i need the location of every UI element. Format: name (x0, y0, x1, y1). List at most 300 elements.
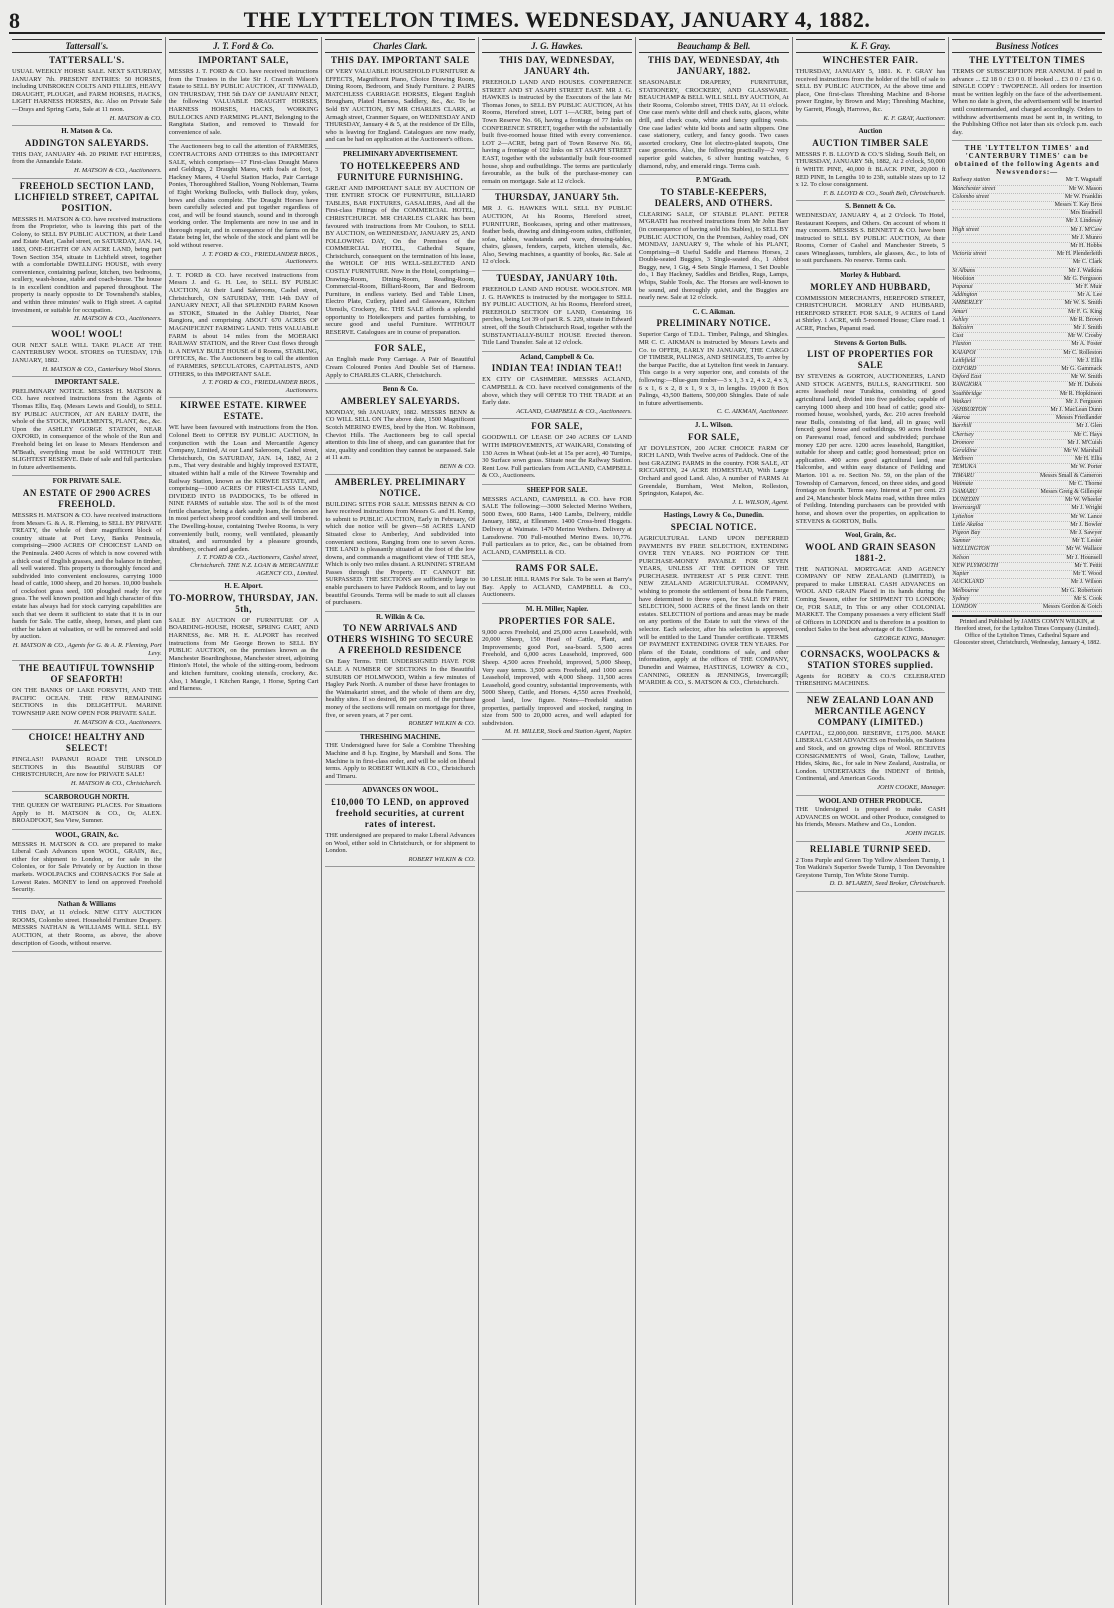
agent-name: Mr W. Wheeler (1064, 497, 1103, 504)
advertisement-body: BUILDING SITES FOR SALE. MESSRS BENN & CO have received instructions from Messrs G. and H. Kemp, to submit to PUBLIC AUCTION, Early in February, Of which due notice will be given—58 ACRES LAND Situated close to Amberley, And subdivided into convenient sections, Ranging from one to seven Acres. THE LAND is pleasantly situated at the foot of the low downs, and commands a magnificent view of THE SEA, Which is only two miles distant. A RUNNING STREAM Passes through the Property. IT CANNOT BE SURPASSED. THE SECTIONS are sufficiently large to enable purchasers to have Paddock Room, and to lay out beautiful Grounds. Terms will be made to suit all classes of purchasers. (325, 500, 476, 607)
advertisement-headline: THIS DAY, WEDNESDAY, JANUARY 4th. (499, 55, 615, 76)
agent-name: Mr H. Dubois (1068, 382, 1103, 389)
agent-name: Mr J. Ferguson (1065, 398, 1103, 405)
agent-row (952, 563, 1102, 571)
advertisement (796, 532, 946, 647)
agent-name: Mr A. Foster (1071, 341, 1103, 348)
agent-name: Mr T. Wood (1073, 571, 1103, 578)
agent-name: Mr R. Hopkinson (1059, 390, 1103, 397)
advertisement-body: AGRICULTURAL LAND UPON DEFERRED PAYMENTS BY FREE SELECTION, EXTENDING OVER TEN YEARS. NO PORTION OF THE PURCHASE-MONEY PAYABLE FOR SEVEN YEARS, UNLESS AT THE OPTION OF THE PURCHASER. INTEREST AT 5 PER CENT. THE NEW ZEALAND AGRICULTURAL COMPANY, wishing to promote the settlement of bona fide Farmers, have determined to throw open, for SALE BY FREE SELECTION, 5000 ACRES of the finest lands on their estates. SELECTION of portions and areas may be made on any portions of the Estate to suit the views of the selector. Each selector, after his selection is approved, will be entitled to the Land Transfer certificate. TERMS OF PAYMENT EXTENDING OVER TEN YEARS. For plans of the Estate, conditions of sale, and other information, apply at the offices of THE COMPANY, Dunedin and Waimea, HASTINGS, LOWRY & CO., CANNING, OREEN & JENNINGS, Invercargill; M'ARDIE & CO., S. MATSON & CO., Christchurch. (638, 534, 789, 687)
agent-name: Mr W. Smith (1070, 374, 1103, 381)
advertisement-signature: H. MATSON & CO., Auctioneers. (73, 315, 162, 323)
agent-name: Mr T. Lester (1072, 538, 1103, 545)
advertisement (12, 55, 162, 126)
advertisement-headline: SPECIAL NOTICE. (670, 521, 757, 532)
advertisement-body: WEDNESDAY, JANUARY 4, at 2 O'clock. To Hotel, Restaurant Keepers, and Others. On account of whom it may concern. MESSRS S. BENNETT & CO. have been instructed to SELL BY PUBLIC AUCTION, At their Rooms, Corner of Cashel and Manchester Streets, 5 cases Wineglasses, tumblers, ale glasses, &c., to lots of to suit purchasers. No reserve. Terms cash. (795, 211, 946, 265)
agent-row (952, 218, 1102, 226)
agent-row (952, 489, 1102, 497)
agent-place: Oxford East (952, 374, 982, 381)
advertisement-body: THE QUEEN OF WATERING PLACES. For Situations Apply to H. MATSON & CO., Or, ALEX. BROADFOOT, Sea View, Sumner. (12, 802, 162, 825)
advertisement (325, 55, 475, 149)
advertiser-heading: SCARBOROUGH NORTH. (44, 792, 130, 801)
agent-name: Mr J. Munro (1071, 234, 1103, 241)
page-number: 8 (9, 8, 20, 33)
column-heading: J. T. Ford & Co. (169, 39, 319, 53)
advertiser-heading: Auction (858, 127, 883, 136)
advertisement-body: THE Undersigned is prepared to make CASH ADVANCES on WOOL and other Produce, consigned to his friends, Messrs. Mathew and Co., London. (795, 806, 946, 829)
advertisement-signature: JOHN INGLIS. (905, 829, 946, 837)
advertisement (12, 329, 162, 377)
advertisement-body: CAPITAL, £2,000,000. RESERVE, £175,000. MAKE LIBERAL CASH ADVANCES on Freeholds, on Stations and Stock, and on growing clips of Wool. RECEIVES CONSIGNMENTS of Wool, Grain, Tallow, Leather, Hides, Skins, &c., for sale in New Zealand, Australia, or London. UNDERTAKES the INDENT of British, Continental, and American Goods. (795, 729, 946, 783)
advertisement-body: BY STEVENS & GORTON, AUCTIONEERS, LAND AND STOCK AGENTS, BULLS, RANGITIKEI. 500 acres leasehold near Turakina, consisting of good agricultural land, divided into five paddocks; capable of carrying 1000 sheep and 100 head of cattle; good six-roomed house, woolshed, yards, &c. 210 acres freehold near Bulls, consisting of flat land, all in grass; well fenced; good house and outbuildings. 90 acres freehold on Parewanui road, fenced and subdivided; purchase money £20 per acre. 1200 acres leasehold, Rangitikei, suitable for sheep and cattle; good homestead; price on application. 400 acres good agricultural land, near Halcombe, and within easy distance of Feilding and Marton. 101 a. re. Section No. 59, on the plan of the Township of Carnarvon, fenced, on three sides, and good frontage on fourth. Terms easy. Interest at 7 per cent. 23 and 24, Manchester block Mains road, within three miles of Feilding. Intending purchasers can be provided with horse, and shown over the properties, on application to STEVENS & GORTON, Bulls. (795, 373, 946, 525)
advertisement-body: THIS DAY, JANUARY 4th. 20 PRIME FAT HEIFERS, from the Annandale Estate. (12, 150, 162, 166)
advertisement-body: Superior Cargo of T.D.L. Timber, Palings, and Shingles. MR C. C. AIKMAN is instructed by Messrs Lewis and Co. to OFFER, EARLY IN JANUARY, THE CARGO OF TIMBER, PALINGS, AND SHINGLES, To arrive by the barque Pacific, due at Lyttelton first week in January. This cargo is a very superior one, and consists of the following:—Blue-gum timber—3 x 1, 3 x 2, 4 x 2, 4 x 3, 6 x 1, 6 x 2, 8 x 1, 9 x 3, in lengths. 19,000 ft Box Palings, 43,500 Battens, 500,000 Shingles. Date of sale in future advertisements. (638, 331, 789, 407)
agent-row (952, 391, 1102, 399)
advertiser-heading: WOOL, GRAIN, &c. (55, 830, 119, 839)
agent-place: Waimate (952, 480, 974, 487)
advertisement-headline: FOR SALE, (687, 431, 740, 442)
agent-place: High street (952, 226, 979, 233)
column-heading: Charles Clark. (325, 39, 475, 53)
advertisement-signature: F. B. LLOYD & CO., South Belt, Christchurch. (823, 189, 946, 197)
advertiser-heading: THRESHING MACHINE. (360, 732, 441, 741)
advertisement-body: TERMS OF SUBSCRIPTION PER ANNUM. If paid in advance ... £2 18 0 / £3 0 0. If booked ... £3 0 0 / £3 6 0. SINGLE COPY : TWOPENCE. All orders for insertion must be written legibly on the face of the advertisement. When no date is given, the advertisement will be inserted until countermanded, and charged accordingly. Orders to withdraw advertisements must be sent in, in writing, to the Publishing Office not later than six o'clock p.m. each day. (952, 68, 1103, 136)
advertisement (325, 151, 475, 341)
advertisement-headline: MORLEY AND HUBBARD, (810, 281, 931, 292)
agent-name: Mr C. Hays (1073, 431, 1103, 438)
agent-row (952, 243, 1102, 251)
agent-name: Mr C. Clark (1072, 259, 1103, 266)
advertisement-headline: THIS DAY, WEDNESDAY, 4th JANUARY, 1882. (647, 55, 780, 76)
newspaper-title: THE LYTTELTON TIMES. WEDNESDAY, JANUARY 4, 1882. (243, 7, 871, 32)
agent-place: Invercargill (952, 505, 981, 512)
advertisement-headline: ADDINGTON SALEYARDS. (24, 137, 149, 148)
advertisement (639, 512, 789, 691)
agent-row (952, 423, 1102, 431)
advertiser-heading: J. L. Wilson. (694, 420, 733, 429)
column-heading: Tattersall's. (12, 39, 162, 53)
agent-place: Leithfield (952, 357, 976, 364)
advertisement (325, 343, 475, 384)
advertiser-heading: SHEEP FOR SALE. (526, 485, 588, 494)
agent-place: Little Akaloa (952, 521, 984, 528)
advertisement (325, 386, 475, 474)
advertisement-body: AT DOYLESTON, 200 ACRE CHOICE FARM OF RICH LAND, With Twelve acres of Paddock. One of the best GRAZING FARMS in the country. FOR SALE, AT RICCARTON, 24 ACRE HOMESTEAD, With Large Orchard and good Land. Also, A number of FARMS At Greendale, Burnham, West Melton, Rolleston, Springston, Kaiapoi, &c. (638, 444, 789, 498)
advertisement-signature: J. L. WILSON, Agent. (732, 498, 789, 506)
agent-row (952, 358, 1102, 366)
advertisement (796, 272, 946, 338)
advertisement-headline: TO HOTELKEEPERS AND FURNITURE FURNISHING. (337, 160, 464, 182)
agent-place: Papanui (952, 283, 973, 290)
agent-row (952, 514, 1102, 522)
advertisement (482, 606, 632, 740)
advertisement-headline: WOOL AND GRAIN SEASON 1881-2. (805, 541, 936, 563)
agent-place: LONDON (952, 603, 977, 610)
agent-row (952, 530, 1102, 538)
agent-row (952, 300, 1102, 308)
agent-row (952, 177, 1102, 185)
advertisement-signature: J. T. FORD & CO., FRIEDLANDER BROS., Auctioneers. (202, 379, 319, 394)
agent-name: Mr W. Lance (1070, 513, 1103, 520)
advertisement (639, 55, 789, 175)
advertisement-headline: TATTERSALL'S. (49, 55, 125, 65)
advertisement-body: FINGLAS!! PAPANUI ROAD! THE UNSOLD SECTIONS in this Beautiful SUBURB OF CHRISTCHURCH, Are now for PRIVATE SALE! (12, 756, 162, 779)
advertiser-heading: S. Bennett & Co. (845, 202, 896, 211)
agent-row (952, 448, 1102, 456)
agent-name: Mr A. Lee (1077, 292, 1103, 299)
agent-name: Mr C. Rolleston (1063, 349, 1103, 356)
agent-name: Mrs Bradnell (1070, 210, 1103, 217)
advertisement-body: CLEARING SALE, OF STABLE PLANT. PETER M'GRATH has received instructions from Mr John Barr (in consequence of having sold his Stables), to SELL BY PUBLIC AUCTION, On the Premises, Ashley road, ON MONDAY, JANUARY 9, The whole of his PLANT, Comprising—8 Useful Saddle and Harness Horses, 2 Double-seated Buggies, 3 Single-seated do., 1 Abbot Buggy, new, 1 Gig, 4 Sets Single Harness, 1 Set Double do., 1 Bay Hackney, Saddles and Bridles, Rugs, Lamps, Whips, Stable Tools, &c. The Horses are well-known to be sound, and thoroughly quiet, and the Buggies are nearly new. Sale at 12 o'clock. (638, 210, 789, 302)
advertisement-body: THIS DAY, at 11 o'clock. NEW CITY AUCTION ROOMS, Colombo street. Household Furniture Drapery. MESSRS NATHAN & WILLIAMS WILL SELL BY AUCTION, at their Rooms, as above, the above description of Goods, without reserve. (12, 909, 162, 947)
agent-row (952, 186, 1102, 194)
advertisement (325, 734, 475, 786)
advertiser-heading: PRELIMINARY ADVERTISEMENT. (342, 149, 458, 158)
agent-row (952, 210, 1102, 218)
advertisement-headline: IMPORTANT SALE, (198, 55, 289, 65)
agent-place: Melbourne (952, 587, 979, 594)
agent-place: TIMARU (952, 472, 975, 479)
advertisement-signature: ACLAND, CAMPBELL & CO., Auctioneers. (516, 407, 632, 415)
agent-name: Mr W. Franklin (1064, 193, 1103, 200)
agents-heading: THE 'LYTTELTON TIMES' and 'CANTERBURY TIMES' can be obtained of the following Agents and Newsvendors:— (954, 144, 1100, 177)
agent-place: Napier (952, 571, 969, 578)
advertisement (325, 477, 475, 612)
agent-name: Messrs Greig & Gillespie (1040, 489, 1103, 496)
advertisement-body: GOODWILL OF LEASE OF 240 ACRES OF LAND WITH IMPROVEMENTS, AT WAIKARI, Consisting of 130 Acres in Wheat (sub-let at 15s per acre), 40 Turnips, 30 Surface sown grass. Situate near the Railway Station. Rent Low. Full particulars from ACLAND, CAMPBELL & CO., Auctioneers. (482, 434, 632, 480)
agent-row (952, 292, 1102, 300)
agent-name: Mr W. Wallace (1066, 546, 1103, 553)
advertiser-heading: Morley & Hubbard. (840, 271, 901, 280)
advertisement (796, 649, 946, 693)
advertisement-signature: ROBERT WILKIN & CO. (408, 720, 476, 728)
advertisement-signature: H. MATSON & CO., Canterbury Wool Stores. (42, 365, 162, 373)
advertiser-heading: IMPORTANT SALE. (54, 378, 120, 387)
column-3 (322, 37, 479, 1605)
advertisement-body: OF VERY VALUABLE HOUSEHOLD FURNITURE & EFFECTS, Magnificent Piano, Choice Drawing Room, Dining Room, Bedroom, and Study Furniture. 2 PAIRS MATCHLESS CARRIAGE HORSES, Elegant English Brougham, Plated Harness, Saddlery, &c., &c. To be Sold BY AUCTION, BY MR CHARLES CLARK, at Armagh street, Cranmer Square, on WEDNESDAY AND THURSDAY, January 4 & 5, at the residence of Dr Ellis, who is leaving for England. Catalogues are now ready, and can be had on application at the Auctioneer's offices. (325, 68, 476, 144)
agent-name: Mr W. Mason (1068, 185, 1103, 192)
agent-row (952, 202, 1102, 210)
advertisement-headline: RAMS FOR SALE. (515, 563, 599, 574)
agent-place: Dromore (952, 439, 974, 446)
advertisement-body: THE undersigned are prepared to make Liberal Advances on Wool, either sold in Christchurch, or for shipment to London. (325, 831, 476, 855)
advertisement (796, 128, 946, 201)
advertisement-body: SEASONABLE DRAPERY, FURNITURE, STATIONERY, CROCKERY, AND GLASSWARE. BEAUCHAMP & BELL WILL SELL BY AUCTION, At their Rooms, Colombo street, THIS DAY, At 11 o'clock. One case men's white drill and check suits, glaces, white drill, and check coats, white and fancy quilting vests. One case ladies' white kid boots and satin slippers. One case stationery, cutlery, and fancy goods. Two cases assorted crockery, One lot electro-plated teapots, One case groceries. Also, the following practically—2 very superior gold watches, 6 silver hunting watches, 6 diamond, ruby, and emerald rings. Terms cash. (638, 79, 789, 170)
agent-name: Mr J. Wilson (1070, 579, 1103, 586)
advertisement (12, 732, 162, 791)
advertisement-headline: TO NEW ARRIVALS AND OTHERS WISHING TO SECURE A FREEHOLD RESIDENCE (326, 623, 474, 656)
advertisement (482, 192, 632, 271)
agent-name: Messrs T. Kay Bros (1054, 201, 1103, 208)
advertisement (12, 478, 162, 661)
advertisement-headline: FOR SALE, (374, 343, 427, 354)
advertisement-headline: WINCHESTER FAIR. (822, 55, 919, 65)
agent-row (952, 399, 1102, 407)
advertisement-body: 30 LESLIE HILL RAMS For Sale. To be seen at Barry's Bay. Apply to ACLAND, CAMPBELL & CO., Auctioneers. (482, 576, 632, 599)
advertisement-headline: INDIAN TEA! INDIAN TEA!! (491, 363, 623, 374)
agent-place: Woolston (952, 275, 975, 282)
column-heading: Beauchamp & Bell. (639, 39, 789, 53)
advertisement (796, 340, 946, 530)
agent-place: AMBERLEY (952, 300, 983, 307)
agent-row (952, 481, 1102, 489)
agent-row (952, 415, 1102, 423)
advertisement-body: SALE BY AUCTION OF FURNITURE OF A BOARDING-HOUSE, HORSE, SPRING CART, AND HARNESS, &c. MR H. E. ALPORT has received instructions from Mr George Brown to SELL BY PUBLIC AUCTION, on the premises known as the Manchester Boardinghouse, Manchester street, adjoining Hinton's Hotel, the whole of the sitting-room, bedroom and kitchen furniture, cooking utensils, crockery, &c. Also, 1 Mangle, 1 Kitchen Range, 1 Horse, Spring Cart and Harness. (168, 616, 319, 693)
advertiser-heading: Wool, Grain, &c. (844, 531, 897, 540)
advertisement-body: MONDAY, 9th JANUARY, 1882. MESSRS BENN & CO WILL SELL ON The above date, 1500 Magnificent Scotch MERINO EWES, bred by the Hon. W. Robinson, Cheviot Hills. The Auctioneers beg to call special attention to this line of sheep, and can guarantee that for size, quality and condition they cannot be surpassed. Sale at 11 a.m. (325, 408, 476, 462)
advertiser-heading: C. C. Aikman. (692, 307, 736, 316)
agent-place: Sumner (952, 538, 971, 545)
advertisement (12, 128, 162, 178)
agent-row (952, 374, 1102, 382)
agent-row (952, 227, 1102, 235)
advertiser-heading: Hastings, Lowry & Co., Dunedin. (663, 511, 764, 520)
agent-place: St Albans (952, 267, 976, 274)
agent-name: Mr W. Marshall (1063, 448, 1103, 455)
agent-name: Mr J. M'Caw (1070, 226, 1103, 233)
agent-place: OAMARU (952, 489, 977, 496)
advertisement-headline: THIS DAY. IMPORTANT SALE (330, 55, 470, 65)
agent-place: Chertsey (952, 431, 974, 438)
advertisement-signature: H. MATSON & CO., Christchurch. (70, 779, 162, 787)
advertisement (12, 832, 162, 899)
advertisement-headline: KIRWEE ESTATE. KIRWEE ESTATE. (180, 400, 307, 422)
agent-row (952, 194, 1102, 202)
agent-row (952, 432, 1102, 440)
agent-place: WELLINGTON (952, 546, 990, 553)
advertisement-body: FREEHOLD LAND AND HOUSES. CONFERENCE STREET AND ST ASAPH STREET EAST. MR J. G. HAWKES is instructed by the Executors of the late Mr Thomas Jones, to SELL BY PUBLIC AUCTION, At his Rooms, Hereford street, LOT 1—ACRE, being part of Town Reserve No. 66, having a frontage of 77 links on CONFERENCE STREET, together with the substantially built five-roomed house fitted with every convenience. LOT 2—ACRE, being part of Town Reserve No. 66, having a frontage of 102 links on ST ASAPH STREET EAST, together with the substantially built four-roomed house, shop and outbuildings. The terms are particularly favourable, as the bulk of the purchase-money can remain on mortgage. Sale at 12 o'clock. (482, 79, 632, 185)
agents-list (952, 177, 1102, 612)
agent-row (952, 497, 1102, 505)
advertisement-signature: ROBERT WILKIN & CO. (408, 855, 476, 863)
advertisement (482, 487, 632, 561)
agent-place: Southbridge (952, 390, 982, 397)
advertisement (169, 583, 319, 698)
agent-row (952, 579, 1102, 587)
agent-row (952, 235, 1102, 243)
agent-name: Messrs Small & Cameron (1039, 472, 1103, 479)
agent-row (952, 259, 1102, 267)
advertisement-body: OUR NEXT SALE WILL TAKE PLACE AT THE CANTERBURY WOOL STORES on TUESDAY, 17th JANUARY, 1882. (12, 341, 162, 365)
advertisement-headline: TUESDAY, JANUARY 10th. (496, 273, 618, 284)
agent-row (952, 571, 1102, 579)
advertiser-heading: H. Matson & Co. (61, 127, 113, 136)
advertisement (169, 55, 319, 141)
advertisement-headline: THE LYTTELTON TIMES (969, 55, 1086, 65)
advertisement-body: THURSDAY, JANUARY 5, 1881. K. F. GRAY has received instructions from the holder of the bill of sale to SELL BY PUBLIC AUCTION, At the above time and place, One first-class Threshing Machine and 8-horse power Engine, by Brown and May; Threshing Machine, by Garrett, Plough, Harrows, &c. (795, 68, 946, 113)
advertisement (639, 309, 789, 420)
advertiser-heading: Acland, Campbell & Co. (520, 352, 594, 361)
advertisement-headline: AUCTION TIMBER SALE (812, 137, 929, 148)
publisher-imprint: Printed and Published by JAMES COMYN WILKIN, at Hereford street, for the Lyttelton Times Company (Limited). Office of the Lyttelton Times, Cathedral Square and Gloucester street, Christchurch, Wednesday, January 4, 1882. (952, 615, 1102, 647)
agent-place: AUCKLAND (952, 579, 984, 586)
advertisement-headline: THURSDAY, JANUARY 5th. (494, 192, 620, 203)
agent-place: TEMUKA (952, 464, 977, 471)
agent-place: Amuri (952, 308, 968, 315)
agent-row (952, 522, 1102, 530)
agent-place: Akaroa (952, 415, 970, 422)
agent-place: DUNEDIN (952, 497, 979, 504)
agent-name: Mr F. Muir (1075, 283, 1103, 290)
agent-place: Sydney (952, 595, 970, 602)
agent-row (952, 555, 1102, 563)
advertisement (12, 379, 162, 476)
agent-name: Messrs Gordon & Gotch (1042, 603, 1103, 610)
advertisement-body: Agents for ROBEY & CO.'S CELEBRATED THRESHING MACHINES. (795, 672, 946, 688)
agent-place: Colombo street (952, 193, 989, 200)
advertisement-signature: GEORGE KING, Manager. (874, 635, 946, 643)
advertisement-signature: M. H. MILLER, Stock and Station Agent, Napier. (504, 728, 632, 736)
advertisement-body: MR J. G. HAWKES WILL SELL BY PUBLIC AUCTION, At his Rooms, Hereford street, FURNITURE, Bookcases, spring and other mattresses, feather beds, drawing and dining-room suites, chiffonier, sofas, tables, washstands and ware, dressing-tables, chairs, glasses, fenders, carpets, kitchen utensils, &c. Also, Sewing machines, a quantity of books, &c. Sale at 12 o'clock. (482, 205, 632, 266)
advertisement-body: GREAT AND IMPORTANT SALE BY AUCTION OF THE ENTIRE STOCK OF FURNITURE, BILLIARD TABLES, BAR FIXTURES, GASALIERS, And all the First-class Fittings of the COMMERCIAL HOTEL, CHRISTCHURCH. MR CHARLES CLARK has been favoured with instructions from Mr Coulson, to SELL BY AUCTION, on WEDNESDAY, JANUARY 25, AND FOLLOWING DAY, On the Premises of the COMMERCIAL HOTEL, Cathedral Square, Christchurch, consequent on the termination of his lease, the WHOLE OF HIS WELL-SELECTED AND COSTLY FURNITURE. Now in the Hotel, comprising—Drawing-Room, Dining-Room, Reading-Room, Commercial-Room, Billiard-Room, Bar and Bedroom Furniture, in endless variety. Bed and Table Linen, Electro Plate, Cutlery, plated and Glassware, Kitchen Utensils, Crockery, &c. THE SALE affords a splendid opportunity to Hotelkeepers and parties furnishing, to secure good and useful Furniture. WITHOUT RESERVE. Catalogues are in course of preparation. (325, 184, 476, 336)
agent-name: Mr W. Crosby (1067, 333, 1103, 340)
advertisement-signature: H. MATSON & CO., Auctioneers. (73, 718, 162, 726)
column-heading: Business Notices (952, 39, 1102, 53)
advertisement-headline: FREEHOLD SECTION LAND, LICHFIELD STREET, CAPITAL POSITION. (14, 180, 160, 213)
advertiser-heading: H. E. Alport. (224, 582, 263, 591)
advertisement-body: MESSRS ACLAND, CAMPBELL & CO. have FOR SALE The following:—3000 Selected Merino Wethers, 5000 Ewes, 600 Rams, 1400 Lambs, Delivery, middle January, 1882, at Ellesmere. 1400 Cross-bred Hoggets. Delivery at Waimate. 1470 Merino Wethers. Delivery at Lansdowne. 700 Full-mouthed Merino Ewes. 10,776. Full particulars as to price, &c., can be obtained from ACLAND, CAMPBELL & CO. (482, 495, 632, 556)
advertisement-body: MESSRS H. MATSON & CO. have received instructions from the Proprietor, who is leaving this part of the Colony, to SELL BY PUBLIC AUCTION, at their Land and Estate Mart, Cashel street, on SATURDAY, JAN. 14, 1883, ONE-EIGHTH OF AN ACRE LAND, being part Town Section 354, situate in Lichfield street, together with a comfortable DWELLING HOUSE, with every convenience, containing parlour, kitchen, two bedrooms, scullery, wash-house, stable and coach-house. The house is in excellent condition and papered throughout. The property is nearly opposite to Dr Townshend's stables, and within three minutes' walk to High street. A capital investment, or suitable for occupation. (12, 215, 162, 314)
agent-name: Mr W. S. Smith (1064, 300, 1103, 307)
agent-name: Mr S. Cook (1073, 595, 1103, 602)
advertisement-headline: LIST OF PROPERTIES FOR SALE (807, 349, 934, 371)
agent-place: ASHBURTON (952, 407, 987, 414)
advertisement-body: J. T. FORD & CO. have received instructions from Messrs J. and G. H. Lee, to SELL BY PUBLIC AUCTION, At their Land Salerooms, Cashel street, Christchurch, ON SATURDAY, THE 14th DAY of JANUARY NEXT, All that SPLENDID FARM Known as STOKE, Situated in the Ashley District, Near Rangiora, and comprising ABOUT 670 ACRES OF MAGNIFICENT FARMING LAND. THIS VALUABLE FARM is about 14 miles from the MOERAKI RAILWAY STATION, and the River Cust flows through it. A NEWLY BUILT HOUSE of 8 Rooms, STABLING, OFFICES, &c. The Auctioneers beg to call the attention of FARMERS, SPECULATORS, CAPITALISTS, AND OTHERS, to this IMPORTANT SALE. (168, 271, 319, 378)
advertisement-headline: AMBERLEY. PRELIMINARY NOTICE. (334, 476, 466, 498)
agent-row (952, 251, 1102, 259)
agent-place: KAIAPOI (952, 349, 976, 356)
advertisement-signature: H. MATSON & CO., Agents for G. & A. R. Fleming, Port Levy. (12, 642, 162, 657)
agent-place: Methven (952, 456, 973, 463)
advertisement (12, 794, 162, 830)
agent-row (952, 407, 1102, 415)
advertisement (325, 614, 475, 732)
agent-name: Mr J. Glen (1076, 423, 1103, 430)
column-4 (479, 37, 636, 1605)
advertisement-headline: AMBERLEY SALEYARDS. (340, 395, 460, 406)
advertisement-signature: J. T. FORD & CO., Auctioneers, Cashel street, Christchurch. THE N.Z. LOAN & MERCANTILE AGENCY CO., Limited. (190, 554, 319, 577)
advertisement-body: MESSRS J. T. FORD & CO. have received instructions from the Trustees in the late Sir J. Cracroft Wilson's Estate to SELL BY PUBLIC AUCTION, AT TINWALD, ON THURSDAY, THE 5th DAY OF JANUARY NEXT, the following VALUABLE DRAUGHT HORSES, HARNESS HORSES, HACKS, WORKING BULLOCKS AND FARMING PLANT, Belonging to the Rangitata Station, and removed to Tinwald for convenience of sale. (168, 68, 319, 136)
advertisement (12, 901, 162, 953)
advertisement-headline: RELIABLE TURNIP SEED. (809, 843, 932, 854)
advertisement (639, 177, 789, 307)
advertisement (12, 181, 162, 327)
advertisement-body: An English made Pony Carriage. A Pair of Beautiful Cream Coloured Ponies And Double Set of Harness. Apply to CHARLES CLARK, Christchurch. (325, 356, 476, 379)
advertisement (169, 143, 319, 270)
agent-place: Lyttelton (952, 513, 974, 520)
agent-name: Mr R. Brown (1069, 316, 1103, 323)
agent-place: Pigeon Bay (952, 530, 981, 537)
agent-name: Mr J. Bowler (1070, 521, 1103, 528)
advertisement-headline: TO-MORROW, THURSDAY, JAN. 5th, (168, 592, 319, 614)
advertisement (482, 55, 632, 190)
agent-name: Mr J. Watkins (1068, 267, 1103, 274)
agent-row (952, 276, 1102, 284)
advertisement-body: THE Undersigned have for Sale a Combine Threshing Machine and 8 h.p. Engine, by Marshall and Sons. The Machine is in first-class order, and will be sold on liberal terms. Apply to ROBERT WILKIN & CO., Christchurch and Timaru. (325, 742, 476, 780)
agent-row (952, 456, 1102, 464)
agent-name: Mr F. G. King (1068, 308, 1103, 315)
advertisement-headline: £10,000 TO LEND, on approved freehold securities, at current rates of interest. (331, 796, 470, 829)
advertiser-heading: Benn & Co. (382, 385, 418, 394)
agent-place: Barrhill (952, 423, 972, 430)
agent-name: Mr J. Wright (1071, 505, 1103, 512)
advertiser-heading: WOOL AND OTHER PRODUCE. (818, 796, 923, 805)
advertiser-heading: Nathan & Williams (57, 899, 116, 908)
advertisement-body: The Auctioneers beg to call the attention of FARMERS, CONTRACTORS AND OTHERS to this IMPORTANT SALE, which comprises—17 First-class Draught Mares and Geldings, 2 Draught Mares, with foals at foot, 3 Hackney Mares, 4 Useful Station Hacks, Pair Carriage Ponies, Thoroughbred Stallion, Young Nobleman, Teams of Eight Working Bullocks, with Bullock dray, yokes, bows and chains complete. The Draught Horses have been carefully selected and put together regardless of cost, and will be found staunch, sound and in thorough working order. The Implements are now in use and in thorough repair, and in consequence of the farms on the Estate being let, the whole of the stock and plant will be sold without reserve. (168, 143, 319, 250)
agent-row (952, 538, 1102, 546)
agent-name: Mr G. Gammack (1061, 366, 1103, 373)
advertisement-signature: BENN & CO. (439, 462, 476, 470)
advertisement-headline: NEW ZEALAND LOAN AND MERCANTILE AGENCY COMPANY (LIMITED.) (806, 694, 934, 727)
advertiser-heading: P. M'Grath. (695, 176, 732, 185)
agent-name: Mr J. Hounsell (1066, 554, 1103, 561)
advertisement-signature: D. D. M'LAREN, Seed Broker, Christchurch. (829, 880, 946, 888)
advertisement (639, 422, 789, 510)
advertisement-body: WE have been favoured with instructions from the Hon. Colonel Brett to OFFER BY PUBLIC AUCTION, In conjunction with the Loan and Mercantile Agency Company, Limited, At our Land Saleroom, Cashel street, Christchurch, On SATURDAY, JAN. 14, 1882, At 2 p.m., That very desirable and highly improved ESTATE, situated within half a mile of the Kirwee Township and Railway Station, known as the KIRWEE ESTATE, and comprising—1000 ACRES OF FIRST-CLASS LAND, DIVIDED INTO 18 PADDOCKS, To be offered in NINE FARMS of suitable size. The soil is of the most fertile character, being a dark sandy loam, the fences are in most perfect sheep proof condition and well timbered. The Dwelling-house, containing Twelve Rooms, is very conveniently built, roomy, well ventilated, pleasantly situated, and surrounded by a pleasure grounds, shrubbery, orchard and garden. (168, 424, 319, 553)
agent-name: Mr H. Ellis (1074, 456, 1103, 463)
agent-name: Mr G. Robertson (1061, 587, 1103, 594)
agent-name: Messrs Friedlander (1055, 415, 1103, 422)
advertisement-body: ON THE BANKS OF LAKE FORSYTH, AND THE PACIFIC OCEAN. THE FEW REMAINING SECTIONS in this DELIGHTFUL MARINE TOWNSHIP ARE NOW OPEN FOR PRIVATE SALE. (12, 687, 162, 717)
advertisement-body: FREEHOLD LAND AND HOUSE. WOOLSTON. MR J. G. HAWKES is instructed by the mortgagee to SELL BY PUBLIC AUCTION, At his Rooms, Hereford street, FREEHOLD SECTION OF LAND, Containing 16 perches, being Lot 39 of part R. S. 229, situate in Edward street, off the South Christchurch Road, together with the SUBSTANTIALLY-BUILT HOUSE Erected thereon. Title Land Transfer. Sale at 12 o'clock. (482, 286, 632, 347)
advertiser-heading: Stevens & Gorton Bulls. (834, 338, 907, 347)
advertisement-body: EX CITY OF CASHMERE. MESSRS ACLAND, CAMPBELL & CO. have received consignments of the above, which they will OFFER TO THE TRADE at an Early date. (482, 376, 632, 407)
agent-row (952, 604, 1102, 612)
advertisement (482, 273, 632, 352)
masthead (9, 8, 1105, 34)
advertisement-body: USUAL WEEKLY HORSE SALE. NEXT SATURDAY, JANUARY 7th. PRESENT ENTRIES: 50 HORSES, including UNBROKEN COLTS AND FILLIES, HEAVY DRAUGHT, PLOUGH, and FARM HORSES, HACKS, LIGHT HARNESS HORSES, &c. Also on Private Sale—Drays and Spring Carts, Sale at 11 noon. (12, 68, 162, 113)
advertisement-body: On Easy Terms. THE UNDERSIGNED HAVE FOR SALE A NUMBER OF SECTIONS In the Beautiful SUBURB OF HOLMWOOD, Within a few minutes of Hagley Park North. A number of these have frontages to the Waimakariri street, and the whole of them are dry, healthy sites. If so desired, 80 per cent. of the purchase money of the sections will remain on mortgage for three, five, or seven years, at 7 per cent. (325, 658, 476, 719)
agent-row (952, 284, 1102, 292)
column-heading: K. F. Gray. (796, 39, 946, 53)
advertisement-headline: FOR SALE, (531, 421, 583, 432)
agent-name: Mr C. Thorne (1068, 480, 1103, 487)
agent-name: Mr H. Hobbs (1070, 242, 1103, 249)
agent-row (952, 350, 1102, 358)
advertisement-signature: H. MATSON & CO. (109, 114, 162, 122)
advertisement-body: MESSRS F. B. LLOYD & CO.'S Sliding, South Belt, on THURSDAY, JANUARY 5th, 1882, At 2 o'clock, 50,000 ft WHITE PINE, 40,000 ft BLACK PINE, 20,000 ft RED PINE, In Lengths 10 to 23ft, suitable sizes up to 12 x 12. To close consignment. (795, 150, 946, 189)
agent-row (952, 317, 1102, 325)
agent-row (952, 473, 1102, 481)
advertisement (325, 787, 475, 867)
agent-name: Mr T. Wagstaff (1065, 177, 1103, 184)
agent-name: Mr W. Porter (1070, 464, 1103, 471)
agent-place: RANGIORA (952, 382, 982, 389)
agent-place: Nelson (952, 554, 969, 561)
advertisement-body: MESSRS H. MATSON & CO. are prepared to make Liberal Cash Advances upon WOOL, GRAIN, &c., either for shipment to London, or for sale in the Colonies, or for Sale Privately or by Auction in those markets. WOOLPACKS and CORNSACKS For Sale at Lowest Rates. MONEY to lend on approved Freehold Security. (12, 840, 162, 894)
column-2 (166, 37, 323, 1605)
agent-place: Geraldine (952, 448, 977, 455)
agent-place: Waikari (952, 398, 972, 405)
advertisement (482, 563, 632, 604)
agent-name: Mr J. Sawyer (1069, 530, 1103, 537)
advertisement (796, 695, 946, 796)
agent-name: Mr J. Ellis (1076, 357, 1103, 364)
agent-place: OXFORD (952, 366, 977, 373)
advertisement-headline: WOOL! WOOL! (51, 328, 123, 339)
advertisement-headline: THE BEAUTIFUL TOWNSHIP OF SEAFORTH! (19, 663, 155, 685)
column-6 (793, 37, 950, 1605)
advertiser-heading: M. H. Miller, Napier. (525, 605, 589, 614)
advertisement-body: 2 Tons Purple and Green Top Yellow Aberdeen Turnip, 1 Ton Watkins's Superior Swede Turnip, 1 Ton Devonshire Greystone Turnip, Ton White Stone Turnip. (795, 856, 946, 879)
agent-name: Mr J. Smith (1073, 325, 1103, 331)
agent-row (952, 596, 1102, 604)
advertisement (169, 272, 319, 399)
agent-row (952, 333, 1102, 341)
column-1 (9, 37, 166, 1605)
advertisement-headline: CHOICE! HEALTHY AND SELECT! (28, 732, 146, 754)
advertisement-body: MESSRS H. MATSON & CO. have received instructions from Messrs G. & A. R. Fleming, to SELL BY PRIVATE TREATY, the whole of their magnificent block of country situate at Port Levy, Banks Peninsula, comprising—2900 ACRES OF CHOICEST LAND on the Peninsula. 2400 Acres of which is now covered with a thick coat of English grasses, and the balance in timber, all well watered. This property is thoroughly fenced and subdivided into convenient enclosures, carrying 1000 head of cattle, 1000 sheep, and 20 horses. 10,000 bushels of cocksfoot grass seed, 100 ploughed ready for rye grass. The well known position and high character of this estate has always had for stock carrying capabilities are such that we deem it sufficient to state that it is in our hands for Sale. The cattle, sheep, horses, and plant can either be taken at valuation, or will be removed and sold by auction. (12, 511, 162, 641)
